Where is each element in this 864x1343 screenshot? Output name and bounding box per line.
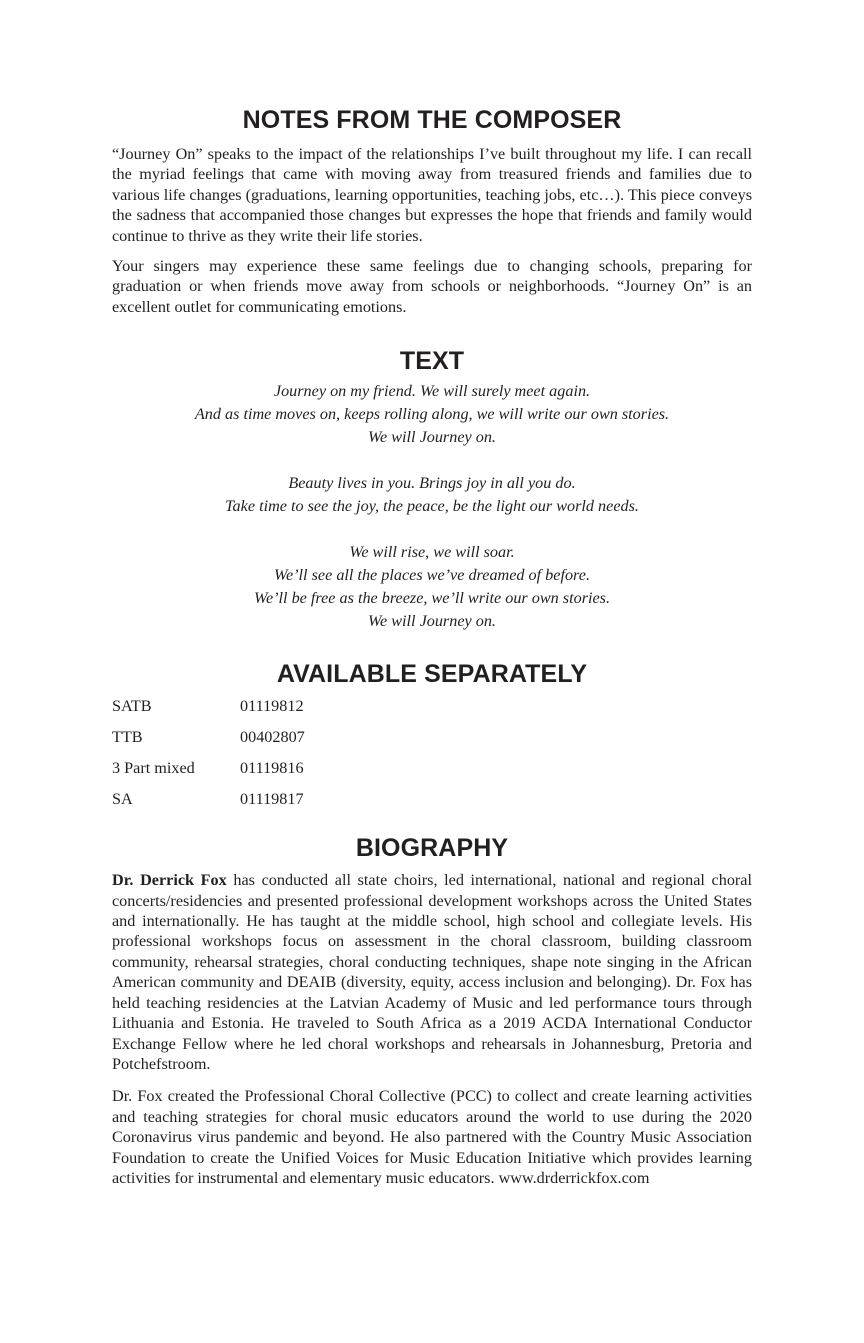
lyric-line: And as time moves on, keeps rolling along, we will write our own stories.	[194, 405, 670, 424]
item-number-cell: 00402807	[240, 728, 305, 747]
voicing-cell: SATB	[112, 697, 152, 716]
lyric-line: We will rise, we will soar.	[349, 543, 515, 562]
biography-paragraph-1	[112, 870, 752, 1074]
biography-paragraph-2: Dr. Fox created the Professional Choral Collective (PCC) to collect and create learning activities and teaching strategies for choral music educators around the world to use during the 2020 Coronavirus virus pandemic and beyond. He also partnered with the Country Music Association Foundation to create the Unified Voices for Music Education Initiative which provides learning activities for instrumental and elementary music educators. www.drderrickfox.com	[112, 1087, 752, 1187]
text-heading: TEXT	[399, 347, 465, 376]
composer-name: Dr. Derrick Fox	[112, 871, 227, 890]
biography-section	[112, 832, 752, 1188]
item-number-cell: 01119812	[240, 697, 304, 716]
document-page	[112, 104, 752, 1188]
notes-paragraph-1: “Journey On” speaks to the impact of the relationships I’ve built throughout my life. I can recall the myriad feelings that came with moving away from treasured friends and families due to various life changes (graduations, learning opportunities, teaching jobs, etc…). This piece conveys the sadness that accompanied those changes but expresses the hope that friends and family would continue to thrive as they write their life stories.	[112, 145, 752, 245]
lyric-line: Beauty lives in you. Brings joy in all you do.	[288, 474, 576, 493]
notes-section	[112, 104, 752, 317]
table-row	[112, 789, 305, 820]
lyric-line: We will Journey on.	[368, 612, 496, 631]
table-row	[112, 696, 305, 727]
lyrics	[112, 380, 752, 633]
notes-heading: NOTES FROM THE COMPOSER	[242, 106, 622, 134]
biography-paragraph-1-text: has conducted all state choirs, led international, national and regional choral concerts/residencies and presented professional development workshops across the United States and internationally. He has taught at the middle school, high school and collegiate levels. His professional workshops focus on assessment in the choral classroom, building classroom community, rehearsal strategies, choral conducting techniques, shape note singing in the African American community and DEAIB (diversity, equity, access inclusion and belonging). Dr. Fox has held teaching residencies at the Latvian Academy of Music and led performance tours through Lithuania and Estonia. He traveled to South Africa as a 2019 ACDA International Conductor Exchange Fellow where he led choral workshops and rehearsals in Johannesburg, Pretoria and Potchefstroom.	[112, 871, 752, 1073]
voicing-cell: 3 Part mixed	[112, 759, 195, 778]
voicing-cell: TTB	[112, 728, 143, 747]
lyric-line: Journey on my friend. We will surely meet again.	[273, 382, 591, 401]
lyrics-stanza-3	[112, 541, 752, 633]
lyric-line: Take time to see the joy, the peace, be the light our world needs.	[225, 497, 639, 516]
available-heading: AVAILABLE SEPARATELY	[276, 660, 588, 689]
lyric-line: We will Journey on.	[368, 428, 496, 447]
lyric-line: We’ll see all the places we’ve dreamed of before.	[273, 566, 590, 585]
biography-heading: BIOGRAPHY	[355, 834, 509, 863]
table-row	[112, 758, 305, 789]
lyrics-stanza-1	[112, 380, 752, 449]
text-section	[112, 345, 752, 633]
item-number-cell: 01119817	[240, 790, 304, 809]
notes-paragraph-2: Your singers may experience these same feelings due to changing schools, preparing for graduation or when friends move away from schools or neighborhoods. “Journey On” is an excellent outlet for communicating emotions.	[112, 257, 752, 316]
available-section	[112, 658, 752, 820]
voicing-cell: SA	[112, 790, 133, 809]
item-number-cell: 01119816	[240, 759, 304, 778]
table-row	[112, 727, 305, 758]
lyric-line: We’ll be free as the breeze, we’ll write our own stories.	[253, 589, 611, 608]
available-table	[112, 696, 305, 820]
lyrics-stanza-2	[112, 472, 752, 518]
